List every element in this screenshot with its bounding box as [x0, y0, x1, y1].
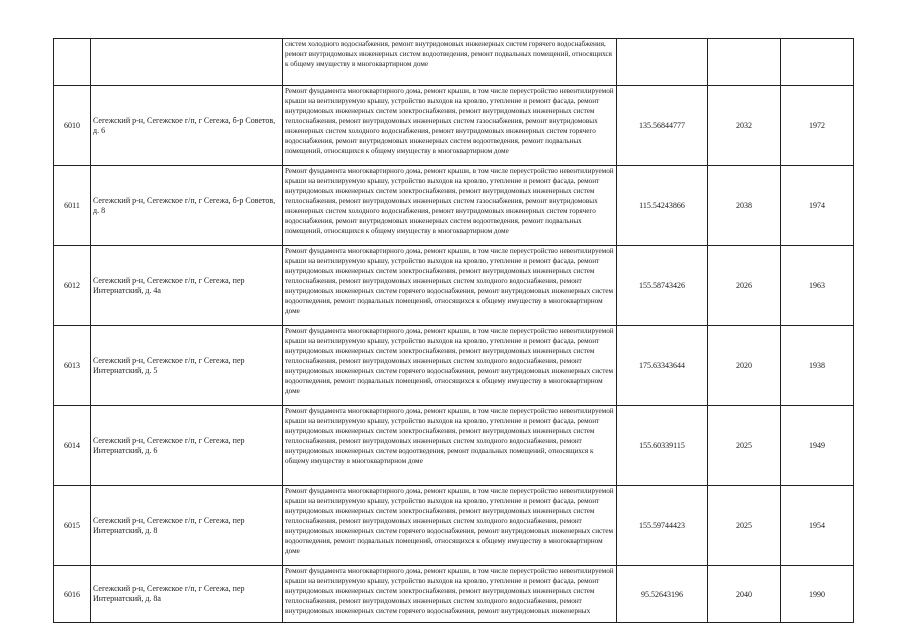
cell-repair-year: 2032 — [708, 86, 781, 166]
cell-number: 6014 — [54, 406, 91, 486]
capital-repair-table — [53, 38, 854, 623]
cell-number: 6011 — [54, 166, 91, 246]
cell-address: Сегежский р-н, Сегежское г/п, г Сегежа, б-р Советов, д. 8 — [91, 166, 283, 246]
cell-area: 135.56844777 — [617, 86, 708, 166]
cell-number: 6010 — [54, 86, 91, 166]
table-row — [54, 86, 854, 166]
cell-works — [283, 326, 617, 406]
cell-works — [283, 406, 617, 486]
cell-works — [283, 86, 617, 166]
cell-repair-year: 2025 — [708, 406, 781, 486]
works-text: Ремонт фундамента многоквартирного дома, ремонт крыши, в том числе переустройство невентилируемой крыши на вентилируемую крышу, устройство выходов на кровлю, утепление и ремонт фасада, ремонт внутридомовых инженерных систем электроснабжения, ремонт внутридомовых инженерных систем теплоснабжения, ремонт внутридомовых инженерных систем холодного водоснабжения, ремонт внутридомовых инженерных систем горячего водоснабжения, ремонт внутридомовых инженерных систем водоотведения, ремонт подвальных помещений, относящихся к общему имуществу в многоквартирном доме — [285, 327, 614, 395]
cell-works — [283, 486, 617, 566]
cell-build-year: 1990 — [781, 566, 854, 623]
table-row — [54, 566, 854, 623]
cell-build-year: 1963 — [781, 246, 854, 326]
cell-area: 155.60339115 — [617, 406, 708, 486]
cell-repair-year — [708, 39, 781, 86]
works-text: Ремонт фундамента многоквартирного дома, ремонт крыши, в том числе переустройство невентилируемой крыши на вентилируемую крышу, устройство выходов на кровлю, утепление и ремонт фасада, ремонт внутридомовых инженерных систем электроснабжения, ремонт внутридомовых инженерных систем теплоснабжения, ремонт внутридомовых инженерных систем холодного водоснабжения, ремонт внутридомовых инженерных систем горячего водоснабжения, ремонт внутридомовых инженерных — [285, 567, 614, 615]
table-row — [54, 166, 854, 246]
cell-area: 175.63343644 — [617, 326, 708, 406]
cell-build-year: 1974 — [781, 166, 854, 246]
cell-address: Сегежский р-н, Сегежское г/п, г Сегежа, б-р Советов, д. 6 — [91, 86, 283, 166]
cell-address: Сегежский р-н, Сегежское г/п, г Сегежа, пер Интернатский, д. 8а — [91, 566, 283, 623]
cell-works — [283, 566, 617, 623]
cell-area: 95.52643196 — [617, 566, 708, 623]
table-row — [54, 326, 854, 406]
works-text: Ремонт фундамента многоквартирного дома, ремонт крыши, в том числе переустройство невентилируемой крыши на вентилируемую крышу, устройство выходов на кровлю, утепление и ремонт фасада, ремонт внутридомовых инженерных систем электроснабжения, ремонт внутридомовых инженерных систем теплоснабжения, ремонт внутридомовых инженерных систем холодного водоснабжения, ремонт внутридомовых инженерных систем горячего водоснабжения, ремонт внутридомовых инженерных систем водоотведения, ремонт подвальных помещений, относящихся к общему имуществу в многоквартирном доме — [285, 247, 614, 315]
table-row — [54, 406, 854, 486]
cell-area — [617, 39, 708, 86]
cell-repair-year: 2038 — [708, 166, 781, 246]
works-text: Ремонт фундамента многоквартирного дома, ремонт крыши, в том числе переустройство невентилируемой крыши на вентилируемую крышу, устройство выходов на кровлю, утепление и ремонт фасада, ремонт внутридомовых инженерных систем электроснабжения, ремонт внутридомовых инженерных систем теплоснабжения, ремонт внутридомовых инженерных систем газоснабжения, ремонт внутридомовых инженерных систем холодного водоснабжения, ремонт внутридомовых инженерных систем горячего водоснабжения, ремонт внутридомовых инженерных систем водоотведения, ремонт подвальных помещений, относящихся к общему имуществу в многоквартирном доме — [285, 167, 614, 235]
works-text: Ремонт фундамента многоквартирного дома, ремонт крыши, в том числе переустройство невентилируемой крыши на вентилируемую крышу, устройство выходов на кровлю, утепление и ремонт фасада, ремонт внутридомовых инженерных систем электроснабжения, ремонт внутридомовых инженерных систем теплоснабжения, ремонт внутридомовых инженерных систем холодного водоснабжения, ремонт внутридомовых инженерных систем горячего водоснабжения, ремонт внутридомовых инженерных систем водоотведения, ремонт подвальных помещений, относящихся к общему имуществу в многоквартирном доме — [285, 487, 614, 555]
cell-works — [283, 246, 617, 326]
cell-number: 6015 — [54, 486, 91, 566]
cell-address: Сегежский р-н, Сегежское г/п, г Сегежа, пер Интернатский, д. 4а — [91, 246, 283, 326]
cell-repair-year: 2025 — [708, 486, 781, 566]
cell-address: Сегежский р-н, Сегежское г/п, г Сегежа, пер Интернатский, д. 5 — [91, 326, 283, 406]
cell-number: 6016 — [54, 566, 91, 623]
cell-area: 155.58743426 — [617, 246, 708, 326]
works-text: систем холодного водоснабжения, ремонт внутридомовых инженерных систем горячего водоснабжения, ремонт внутридомовых инженерных систем водоотведения, ремонт подвальных помещений, относящихся к общему имуществу в многоквартирном доме — [285, 40, 612, 68]
cell-number: 6013 — [54, 326, 91, 406]
cell-area: 155.59744423 — [617, 486, 708, 566]
cell-build-year: 1954 — [781, 486, 854, 566]
cell-area: 115.54243866 — [617, 166, 708, 246]
cell-repair-year: 2026 — [708, 246, 781, 326]
cell-repair-year: 2040 — [708, 566, 781, 623]
cell-address — [91, 39, 283, 86]
cell-build-year: 1949 — [781, 406, 854, 486]
cell-works — [283, 166, 617, 246]
works-text: Ремонт фундамента многоквартирного дома, ремонт крыши, в том числе переустройство невентилируемой крыши на вентилируемую крышу, устройство выходов на кровлю, утепление и ремонт фасада, ремонт внутридомовых инженерных систем электроснабжения, ремонт внутридомовых инженерных систем теплоснабжения, ремонт внутридомовых инженерных систем газоснабжения, ремонт внутридомовых инженерных систем холодного водоснабжения, ремонт внутридомовых инженерных систем горячего водоснабжения, ремонт внутридомовых инженерных систем водоотведения, ремонт подвальных помещений, относящихся к общему имуществу в многоквартирном доме — [285, 87, 614, 155]
cell-build-year: 1972 — [781, 86, 854, 166]
cell-address: Сегежский р-н, Сегежское г/п, г Сегежа, пер Интернатский, д. 8 — [91, 486, 283, 566]
cell-build-year: 1938 — [781, 326, 854, 406]
cell-address: Сегежский р-н, Сегежское г/п, г Сегежа, пер Интернатский, д. 6 — [91, 406, 283, 486]
cell-number — [54, 39, 91, 86]
table-row — [54, 39, 854, 86]
cell-works — [283, 39, 617, 86]
cell-number: 6012 — [54, 246, 91, 326]
table-row — [54, 246, 854, 326]
table-body — [54, 39, 854, 623]
table-row — [54, 486, 854, 566]
works-text: Ремонт фундамента многоквартирного дома, ремонт крыши, в том числе переустройство невентилируемой крыши на вентилируемую крышу, устройство выходов на кровлю, утепление и ремонт фасада, ремонт внутридомовых инженерных систем электроснабжения, ремонт внутридомовых инженерных систем теплоснабжения, ремонт внутридомовых инженерных систем холодного водоснабжения, ремонт внутридомовых инженерных систем водоотведения, ремонт подвальных помещений, относящихся к общему имуществу в многоквартирном доме — [285, 407, 614, 465]
cell-build-year — [781, 39, 854, 86]
cell-repair-year: 2020 — [708, 326, 781, 406]
